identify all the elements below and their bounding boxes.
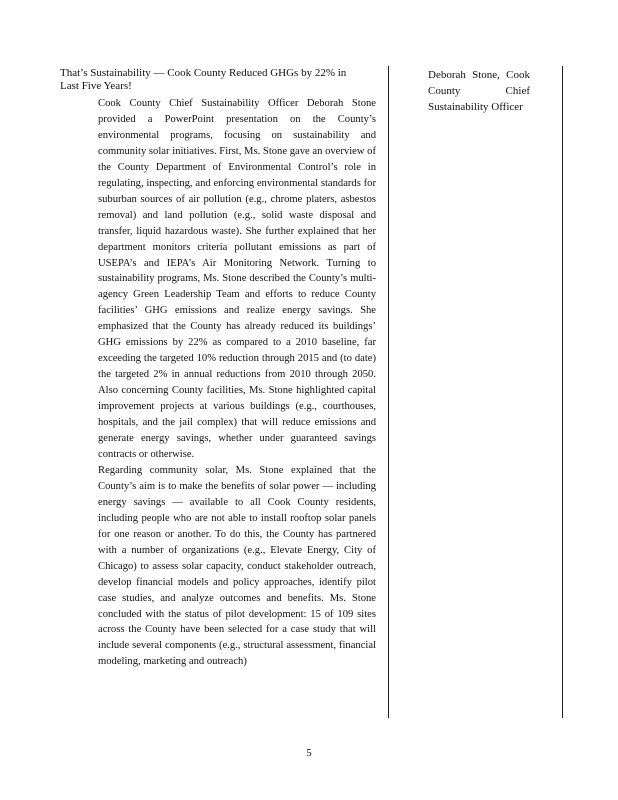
body-paragraph-community-solar: Regarding community solar, Ms. Stone explained that the County’s aim is to make the benefits of solar power — including energy savings — available to all Cook County residents, including people who are not able to install rooftop solar panels for one reason or another. To do this, the County has partnered with a number of organizations (e.g., Elevate Energy, City of Chicago) to assess solar capacity, conduct stakeholder outreach, develop financial models and policy approaches, identify pilot case studies, and analyze outcomes and benefits. Ms. Stone concluded with the status of pilot development: 15 of 109 sites across the County have been selected for a case study that will include several components (e.g., structural assessment, financial modeling, marketing and outreach) bbox=[98, 464, 376, 668]
speaker-annotation: Deborah Stone, Cook County Chief Sustainability Officer bbox=[428, 69, 530, 113]
column-divider-left bbox=[388, 66, 389, 718]
page-number: 5 bbox=[306, 747, 312, 759]
column-divider-right bbox=[562, 66, 563, 718]
section-heading: That’s Sustainability — Cook County Reduced GHGs by 22% in Last Five Years! bbox=[60, 67, 347, 92]
body-text-column bbox=[98, 96, 376, 670]
body-paragraph-environmental: Cook County Chief Sustainability Officer Deborah Stone provided a PowerPoint presentation on the County’s environmental programs, focusing on sustainability and community solar initiatives. First, Ms. Stone gave an overview of the County Department of Environmental Control’s role in regulating, inspecting, and enforcing environmental standards for suburban sources of air pollution (e.g., chrome platers, asbestos removal) and land pollution (e.g., solid waste disposal and transfer, liquid hazardous waste). She further explained that her department monitors criteria pollutant emissions as part of USEPA’s and IEPA’s Air Monitoring Network. Turning to sustainability programs, Ms. Stone described the County’s multi-agency Green Leadership Team and efforts to reduce County facilities’ GHG emissions and realize energy savings. She emphasized that the County has already reduced its buildings’ GHG emissions by 22% as compared to a 2010 baseline, far exceeding the targeted 10% reduction through 2015 and (to date) the targeted 2% in annual reductions from 2010 through 2050. Also concerning County facilities, Ms. Stone highlighted capital improvement projects at various buildings (e.g., courthouses, hospitals, and the jail complex) that will reduce emissions and generate energy savings, whether under guaranteed savings contracts or otherwise. bbox=[98, 98, 376, 460]
